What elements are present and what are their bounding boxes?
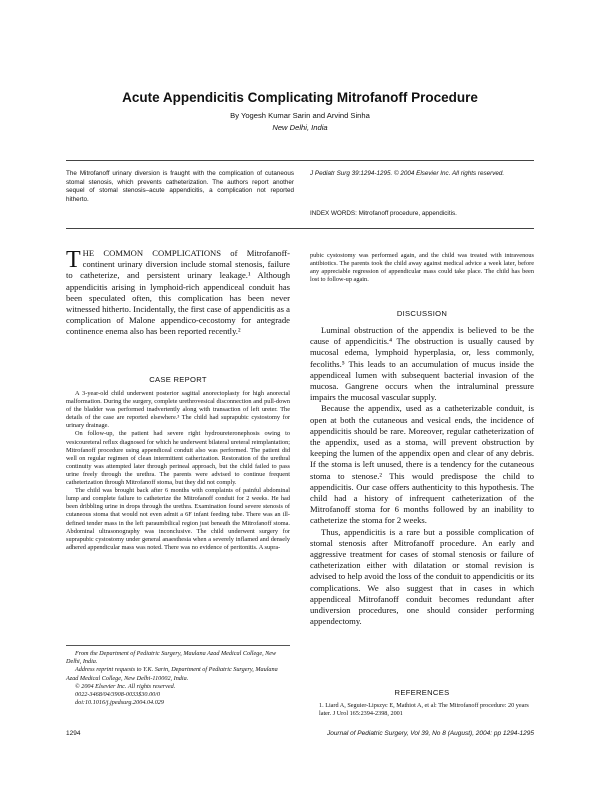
index-words: INDEX WORDS: Mitrofanoff procedure, appendicitis. (310, 210, 457, 217)
discussion-paragraph: Luminal obstruction of the appendix is believed to be the cause of appendicitis.⁴ The obstruction is usually caused by mucosal edema, lymphoid hyperplasia, or, less commonly, fecoliths.⁵ This leads to an accumulation of mucus inside the appendiceal lumen with subsequent bacterial invasion of the mucosa. Gangrene occurs when the intraluminal pressure impairs the mucosal vascular supply. (310, 325, 534, 403)
case-paragraph: A 3-year-old child underwent posterior sagittal anorectoplasty for high anorectal malformation. During the surgery, complete urethrovesical disconnection and pull-down of the bladder was performed inadvertently along with transaction of left ureter. The details of the case are reported elsewhere.³ The child had suprapubic cystostomy for urinary drainage. (66, 390, 290, 430)
intro-paragraph (66, 248, 290, 338)
references-heading: REFERENCES (394, 688, 450, 697)
reference-item: 1. Liard A, Seguier-Lipszyc E, Mathiot A, et al: The Mitrofanoff procedure: 20 years later. J Urol 165:2394-2398, 2001 (319, 702, 529, 718)
case-report-heading: CASE REPORT (149, 375, 207, 384)
case-continuation (310, 252, 534, 284)
author-line: By Yogesh Kumar Sarin and Arvind Sinha (230, 111, 370, 120)
affiliation-line: New Delhi, India (272, 123, 328, 132)
case-report-body (66, 390, 290, 552)
article-title: Acute Appendicitis Complicating Mitrofanoff Procedure (122, 90, 478, 105)
discussion-paragraph: Thus, appendicitis is a rare but a possible complication of stomal stenosis after Mitrofanoff procedure. An early and aggressive treatment for cases of stomal stenosis or failure of catheterization either with dilatation or stomal revision is advised to help avoid the loss of the conduit to appendicitis or its complications. We also suggest that in cases in which appendiceal Mitrofanoff conduit becomes redundant after undiversion procedures, one should consider performing appendectomy. (310, 526, 534, 627)
case-paragraph: The child was brought back after 6 months with complaints of painful abdominal lump and complete failure to catheterize the Mitrofanoff conduit for 2 weeks. He had been dribbling urine in drops through the urethra. Examination found severe stenosis of cutaneous stoma that would not even admit a 6F infant feeding tube. There was an ill-defined tender mass in the left paraumbilical region just beneath the Mitrofanoff stoma. Abdominal ultrasonography was inconclusive. The child underwent surgery for suprapubic cystostomy under general anaesthesia when a severely inflamed and densely adhered appendicular mass was noted. There was no evidence of peritonitis. A supra- (66, 487, 290, 551)
case-continuation-text: pubic cystostomy was performed again, and the child was treated with intravenous antibiotics. The parents took the child away against medical advice a week later, before any appreciable regression of appendicular mass could take place. The child has been lost to follow-up again. (310, 252, 534, 284)
journal-footer: Journal of Pediatric Surgery, Vol 39, No 8 (August), 2004: pp 1294-1295 (326, 730, 534, 737)
discussion-body (310, 325, 534, 627)
references-list (310, 702, 534, 718)
footnote-divider (66, 645, 290, 646)
page-number: 1294 (66, 730, 81, 737)
discussion-paragraph: Because the appendix, used as a catheterizable conduit, is open at both the cutaneous and vesical ends, the incidence of appendicitis should be rare. Moreover, regular catheterization of the appendix, used as a stoma, will prevent obstruction by keeping the lumen of the appendix open and clear of any debris. If the stoma is left unused, there is a tendency for the cutaneous stoma to stenose.² This would predispose the child to appendicitis. Our case offers authenticity to this hypothesis. The child had a history of infrequent catheterization of the Mitrofanoff stoma for 6 months followed by an inability to catheterize the stoma for 2 weeks. (310, 403, 534, 526)
footnote-affiliation: From the Department of Pediatric Surgery, Maulana Azad Medical College, New Delhi, India. (66, 650, 277, 666)
intro-text: HE COMMON COMPLICATIONS of Mitrofanoff-continent urinary diversion include stomal stenosis, failure to catheterize, and persistent urinary leakage.¹ Although appendicitis arising in lymphoid-rich appendiceal conduit has been speculated often, this complication has been never witnessed hitherto. Incidentally, the first case of appendicitis as a complication of Malone appendico-cecostomy for antegrade continence enema also has been reported recently.² (66, 248, 290, 337)
citation-line: J Pediatr Surg 39:1294-1295. © 2004 Elsevier Inc. All rights reserved. (310, 170, 505, 177)
footnote-reprint: Address reprint requests to Y.K. Sarin, Department of Pediatric Surgery, Maulana Azad Medical College, New Delhi-110002, India. (66, 666, 278, 682)
drop-cap: T (66, 247, 81, 273)
case-paragraph: On follow-up, the patient had severe right hydroureteronephosis owing to vesicoureteral reflux diagnosed for which he underwent bilateral ureteral reimplantation; Mitrofanoff procedure using appendiceal conduit also was performed. The patient did well on regular regimen of clean intermittent catherization. Restoration of the urethral continuity was attempted later through perineal approach, but the child failed to pass urine freely through the urethra. The parents were advised to continue frequent catheterization through Mitrofanoff stoma, but they did not comply. (66, 430, 290, 487)
abstract-text: The Mitrofanoff urinary diversion is fraught with the complication of cutaneous stomal stenosis, which prevents catheterization. The authors report another sequel of stomal stenosis–acute appendicitis, a complication not reported hitherto. (66, 170, 294, 203)
footnote-issn: 0022-3468/04/3908-0033$30.00/0 (75, 691, 161, 699)
footnote-doi: doi:10.1016/j.jpedsurg.2004.04.029 (75, 699, 164, 707)
footnote-copyright: © 2004 Elsevier Inc. All rights reserved. (75, 682, 176, 690)
discussion-heading: DISCUSSION (396, 309, 448, 318)
footnotes (66, 650, 290, 707)
